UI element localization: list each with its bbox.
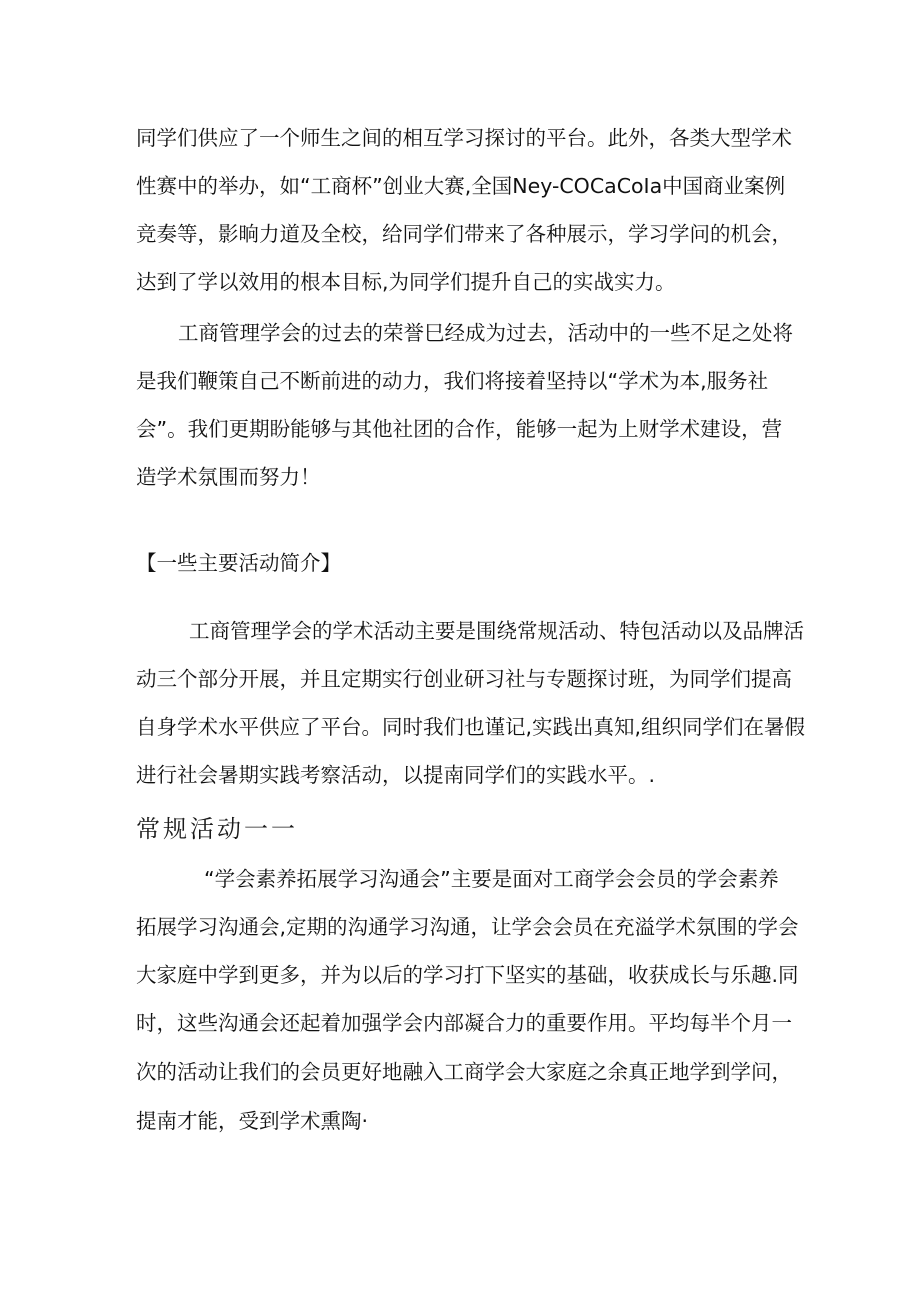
paragraph-line: 同学们供应了一个师生之间的相互学习探讨的平台。此外，各类大型学术 [136,126,792,150]
paragraph-line: 达到了学以效用的根本目标,为同学们提升自己的实战实力。 [136,270,676,294]
paragraph-line: 大家庭中学到更多，并为以后的学习打下坚实的基础，收获成长与乐趣.同 [136,963,799,987]
paragraph-line: 动三个部分开展，并且定期实行创业研习社与专题探讨班，为同学们提高 [136,667,792,691]
paragraph-line: 进行社会暑期实践考察活动，以提南同学们的实践水平。. [136,763,656,787]
paragraph-line: 提南才能，受到学术熏陶· [136,1109,369,1133]
sub-heading: 常规活动一一 [136,815,298,843]
paragraph-line: 是我们鞭策自己不断前进的动力，我们将接着坚持以“学术为本,服务社 [136,369,769,393]
paragraph-line: 工商管理学会的过去的荣誉巳经成为过去，活动中的一些不足之处将 [178,321,793,345]
paragraph-line: 竞奏等，影晌力道及全校，给同学们带来了各种展示，学习学问的机会， [136,222,792,246]
paragraph-line: 次的活动让我们的会员更好地融入工商学会大家庭之余真正地学到学问， [136,1060,792,1084]
paragraph-line: 自身学术水平供应了平台。同时我们也谨记,实践出真知,组织同学们在暑假 [136,715,806,739]
paragraph-line: 性赛中的举办，如“工商杯”创业大赛,全国Ney-COCaCoIa中国商业案例 [136,174,786,198]
paragraph-line: “学会素养拓展学习沟通会”主要是面对工商学会会员的学会素养 [204,867,779,891]
paragraph-line: 时，这些沟通会还起着加强学会内部凝合力的重要作用。平均每半个月一 [136,1011,792,1035]
paragraph-line: 拓展学习沟通会,定期的沟通学习沟通，让学会会员在充溢学术氛围的学会 [136,915,799,939]
section-heading: 【一些主要活动简介】 [136,551,341,575]
paragraph-line: 会”。我们更期盼能够与其他社团的合作，能够一起为上财学术建设，营 [136,417,783,441]
paragraph-line: 造学术氛围而努力！ [136,465,321,489]
paragraph-line: 工商管理学会的学术活动主要是围绕常规活动、特包活动以及品牌活 [189,619,804,643]
